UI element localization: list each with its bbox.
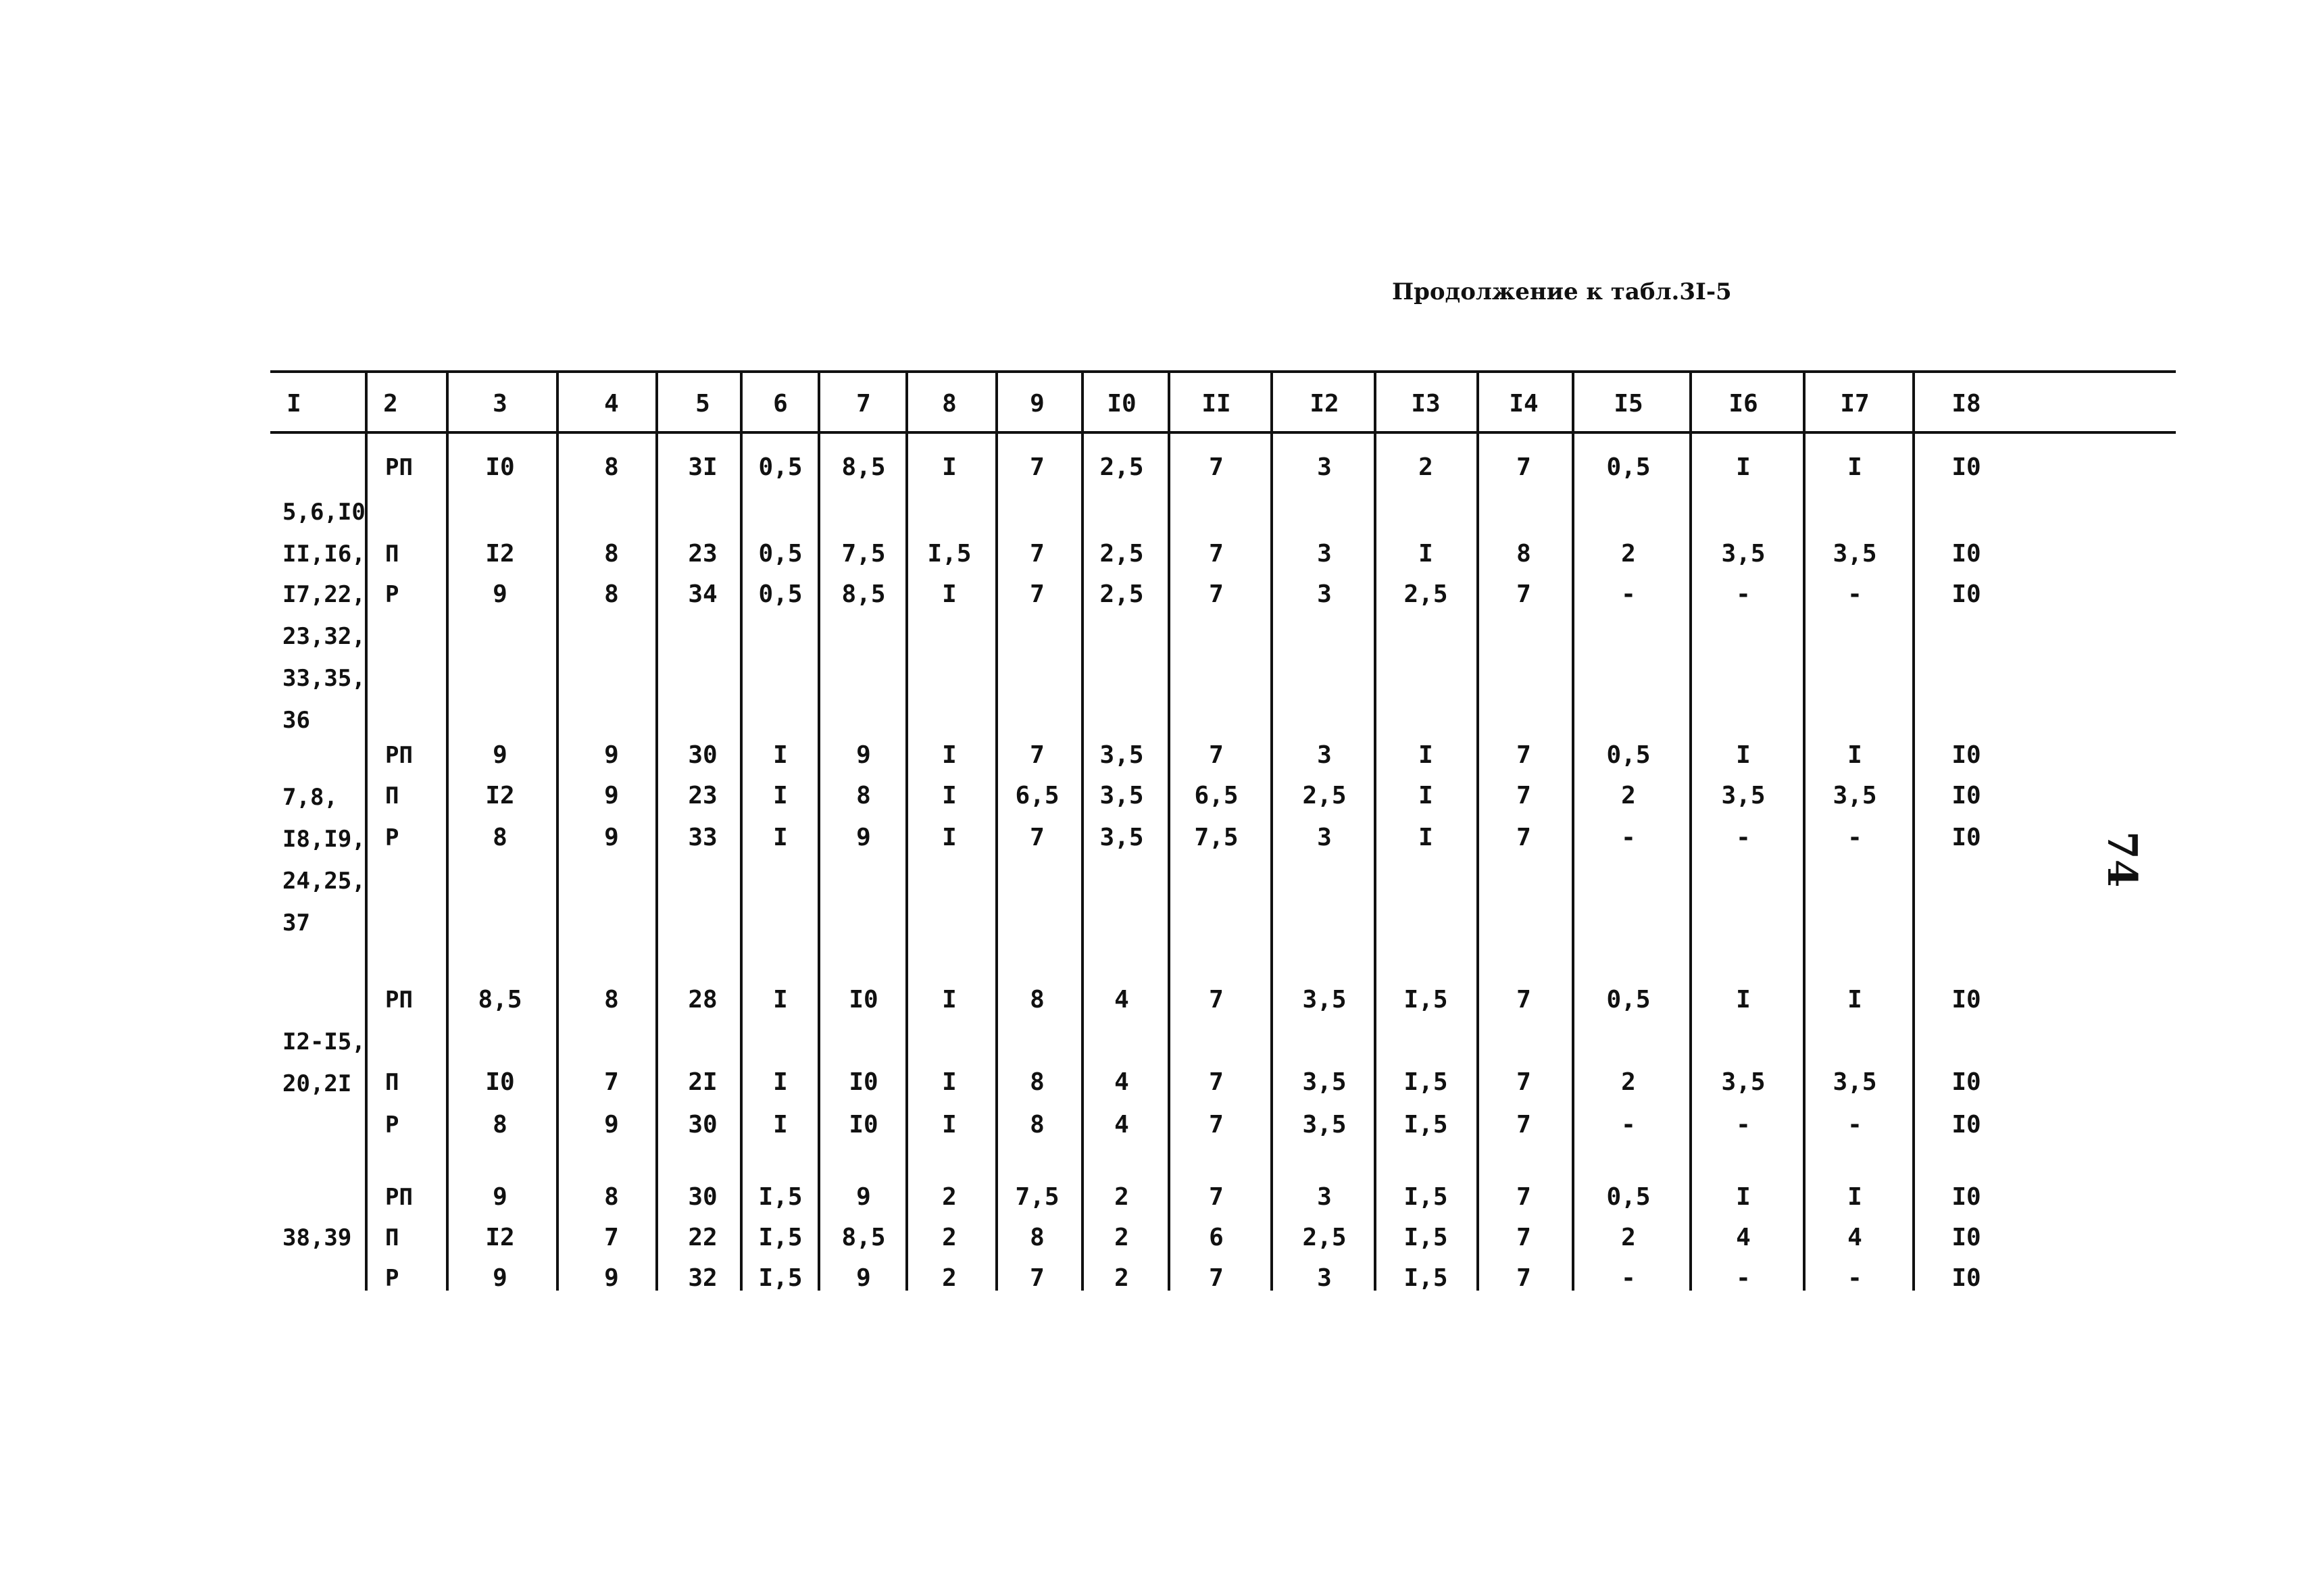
table-cell: 7 [1516, 1183, 1531, 1211]
table-cell: 8 [493, 1111, 507, 1139]
table-cell: 9 [604, 1264, 619, 1292]
table-cell: 30 [688, 741, 718, 769]
table-cell: 2,5 [1403, 580, 1448, 608]
table-cell: 3,5 [1302, 986, 1347, 1014]
table-cell: - [1621, 824, 1636, 851]
table-cell: 7 [1516, 986, 1531, 1014]
table-cell: 3,5 [1302, 1111, 1347, 1139]
table-cell: 7 [1516, 580, 1531, 608]
table-cell: I [942, 824, 957, 851]
table-cell: 9 [604, 824, 619, 851]
group-label-line: 36 [282, 707, 310, 734]
table-cell: 9 [604, 1111, 619, 1139]
table-cell: 7 [1209, 1264, 1224, 1292]
table-cell: I2 [485, 540, 515, 568]
column-header: I6 [1728, 390, 1758, 418]
table-cell: 2 [1114, 1183, 1129, 1211]
table-cell: 2,5 [1099, 453, 1144, 481]
table-cell: 8 [604, 1183, 619, 1211]
table-caption: Продолжение к табл.3I-5 [1392, 278, 1732, 305]
table-cell: - [1621, 1111, 1636, 1139]
table-cell: I [1418, 540, 1433, 568]
column-header: I5 [1614, 390, 1643, 418]
table-cell: I,5 [1403, 1183, 1448, 1211]
table-cell: 7 [1516, 741, 1531, 769]
table-cell: I [1847, 453, 1862, 481]
table-cell: 0,5 [758, 580, 803, 608]
row-type: РП [385, 742, 413, 769]
table-cell: I,5 [1403, 1264, 1448, 1292]
column-header: 2 [383, 390, 398, 418]
table-cell: 8,5 [841, 453, 886, 481]
table-cell: I0 [1951, 1264, 1981, 1292]
group-label-line: 5,6,I0 [282, 499, 366, 526]
table-cell: I [1847, 741, 1862, 769]
table-cell: 8 [1030, 1111, 1045, 1139]
table-cell: 2,5 [1302, 782, 1347, 809]
column-divider [1081, 372, 1084, 1291]
table-cell: 8 [1030, 1068, 1045, 1096]
table-cell: 4 [1736, 1224, 1751, 1251]
table-cell: 7 [604, 1224, 619, 1251]
column-header: 8 [942, 390, 957, 418]
table-cell: - [1736, 1264, 1751, 1292]
table-cell: 2 [942, 1183, 957, 1211]
table-cell: 9 [856, 1183, 871, 1211]
table-cell: 2 [1621, 1224, 1636, 1251]
column-header: 5 [695, 390, 710, 418]
group-label-line: 20,2I [282, 1070, 352, 1097]
table-cell: I [1847, 986, 1862, 1014]
table-cell: I0 [1951, 782, 1981, 809]
table-cell: 2,5 [1099, 580, 1144, 608]
column-divider [1374, 372, 1376, 1291]
page-number: 74 [2098, 831, 2145, 888]
table-cell: I [942, 986, 957, 1014]
table-cell: 34 [688, 580, 718, 608]
table-cell: 7 [1030, 580, 1045, 608]
table-cell: 0,5 [758, 540, 803, 568]
table-cell: 3 [1317, 540, 1332, 568]
column-divider [556, 372, 559, 1291]
table-cell: 8 [604, 540, 619, 568]
table-cell: 9 [856, 824, 871, 851]
table-cell: 3 [1317, 741, 1332, 769]
table-cell: - [1621, 1264, 1636, 1292]
group-label-line: I8,I9, [282, 826, 366, 853]
table-cell: 3,5 [1721, 540, 1766, 568]
table-cell: 2 [1418, 453, 1433, 481]
table-cell: 7 [1209, 1111, 1224, 1139]
table-cell: 2 [1621, 1068, 1636, 1096]
table-cell: - [1847, 1264, 1862, 1292]
table-cell: I [773, 741, 788, 769]
table-cell: 7 [1209, 580, 1224, 608]
row-type: П [385, 782, 399, 809]
table-cell: I0 [1951, 1068, 1981, 1096]
table-cell: 9 [604, 782, 619, 809]
table-cell: 23 [688, 782, 718, 809]
row-type: П [385, 1069, 399, 1096]
column-divider [1270, 372, 1273, 1291]
table-cell: 8,5 [841, 1224, 886, 1251]
column-header: 7 [856, 390, 871, 418]
row-type: РП [385, 1184, 413, 1211]
table-cell: 3 [1317, 1264, 1332, 1292]
column-header: 4 [604, 390, 619, 418]
column-header: 9 [1030, 390, 1045, 418]
table-cell: 9 [604, 741, 619, 769]
group-label-line: I7,22, [282, 581, 366, 608]
table-cell: 30 [688, 1183, 718, 1211]
table-cell: 9 [856, 741, 871, 769]
table-cell: 4 [1114, 1111, 1129, 1139]
column-header: II [1201, 390, 1231, 418]
table-cell: I [942, 1111, 957, 1139]
column-header: 6 [773, 390, 788, 418]
table-cell: - [1621, 580, 1636, 608]
table-cell: 9 [493, 580, 507, 608]
table-cell: 0,5 [758, 453, 803, 481]
table-cell: 3I [688, 453, 718, 481]
table-cell: 3,5 [1833, 782, 1877, 809]
table-cell: 7 [1516, 1111, 1531, 1139]
table-cell: - [1736, 824, 1751, 851]
group-label-line: II,I6, [282, 541, 366, 568]
table-cell: - [1847, 1111, 1862, 1139]
column-divider [740, 372, 743, 1291]
table-cell: 28 [688, 986, 718, 1014]
table-cell: 9 [493, 1183, 507, 1211]
table-cell: I0 [849, 986, 878, 1014]
table-cell: 7,5 [841, 540, 886, 568]
table-cell: 2,5 [1099, 540, 1144, 568]
table-cell: I [942, 782, 957, 809]
table-cell: I,5 [758, 1264, 803, 1292]
table-cell: 23 [688, 540, 718, 568]
group-label-line: 38,39 [282, 1224, 352, 1251]
table-cell: 7 [1516, 782, 1531, 809]
table-cell: 9 [856, 1264, 871, 1292]
table-cell: I,5 [1403, 1111, 1448, 1139]
table-cell: I0 [849, 1111, 878, 1139]
table-cell: I [1736, 986, 1751, 1014]
column-divider [1912, 372, 1915, 1291]
table-cell: 3,5 [1099, 782, 1144, 809]
table-cell: 7 [1516, 1264, 1531, 1292]
table-cell: I,5 [1403, 1224, 1448, 1251]
column-header: I7 [1840, 390, 1870, 418]
table-cell: 7 [1030, 453, 1045, 481]
table-cell: I0 [485, 1068, 515, 1096]
table-cell: I0 [1951, 540, 1981, 568]
table-cell: 0,5 [1606, 453, 1651, 481]
table-cell: I0 [1951, 1183, 1981, 1211]
table-cell: 30 [688, 1111, 718, 1139]
table-cell: 6,5 [1194, 782, 1239, 809]
table-cell: 3,5 [1833, 1068, 1877, 1096]
table-cell: 32 [688, 1264, 718, 1292]
group-label-line: 7,8, [282, 784, 338, 811]
column-divider [1689, 372, 1692, 1291]
row-type: П [385, 1224, 399, 1251]
table-cell: I0 [1951, 741, 1981, 769]
table-cell: 0,5 [1606, 1183, 1651, 1211]
column-header: I4 [1509, 390, 1539, 418]
table-cell: 7 [1516, 1224, 1531, 1251]
table-cell: I,5 [1403, 1068, 1448, 1096]
row-type: Р [385, 824, 399, 851]
row-type: РП [385, 454, 413, 481]
column-header: I2 [1310, 390, 1339, 418]
table-cell: 7 [1030, 1264, 1045, 1292]
table-cell: I [1418, 824, 1433, 851]
group-label-line: 23,32, [282, 623, 366, 650]
table-cell: 7 [1209, 1183, 1224, 1211]
group-label-line: I2-I5, [282, 1028, 366, 1055]
table-cell: I [1418, 741, 1433, 769]
table-cell: 4 [1114, 1068, 1129, 1096]
table-cell: I [1736, 741, 1751, 769]
table-cell: 6,5 [1015, 782, 1060, 809]
table-cell: 7,5 [1015, 1183, 1060, 1211]
table-cell: I0 [1951, 1224, 1981, 1251]
table-cell: I0 [849, 1068, 878, 1096]
table-cell: 3,5 [1721, 1068, 1766, 1096]
table-cell: 8 [493, 824, 507, 851]
column-divider [1168, 372, 1170, 1291]
table-cell: 7 [1209, 986, 1224, 1014]
table-cell: 9 [493, 1264, 507, 1292]
table-cell: 2I [688, 1068, 718, 1096]
table-cell: I [773, 782, 788, 809]
table-cell: I,5 [758, 1183, 803, 1211]
table-cell: 7 [1516, 453, 1531, 481]
table-cell: 8 [1030, 986, 1045, 1014]
column-header: 3 [493, 390, 507, 418]
table-cell: 7 [1516, 1068, 1531, 1096]
table-cell: I0 [1951, 580, 1981, 608]
table-cell: 0,5 [1606, 986, 1651, 1014]
table-cell: I2 [485, 1224, 515, 1251]
row-type: РП [385, 987, 413, 1014]
table-cell: 8,5 [841, 580, 886, 608]
column-divider [905, 372, 908, 1291]
column-divider [995, 372, 998, 1291]
column-header: I8 [1951, 390, 1981, 418]
table-cell: I,5 [927, 540, 972, 568]
table-cell: 7 [1209, 453, 1224, 481]
table-cell: - [1847, 580, 1862, 608]
column-header: I [287, 390, 301, 418]
table-cell: 7 [1209, 540, 1224, 568]
table-cell: I [773, 1111, 788, 1139]
table-cell: 7 [1030, 824, 1045, 851]
table-cell: 0,5 [1606, 741, 1651, 769]
table-cell: 3,5 [1302, 1068, 1347, 1096]
table-cell: 2 [1114, 1224, 1129, 1251]
table-cell: 8 [1030, 1224, 1045, 1251]
table-cell: 3 [1317, 453, 1332, 481]
table-cell: I,5 [1403, 986, 1448, 1014]
table-cell: - [1736, 580, 1751, 608]
table-cell: 3,5 [1833, 540, 1877, 568]
group-label-line: 33,35, [282, 665, 366, 692]
table-cell: 8 [604, 580, 619, 608]
table-cell: I [773, 986, 788, 1014]
table-cell: 2 [1621, 782, 1636, 809]
column-header: I3 [1411, 390, 1441, 418]
column-divider [818, 372, 820, 1291]
table-cell: 8 [604, 453, 619, 481]
table-cell: I,5 [758, 1224, 803, 1251]
table-cell: 2,5 [1302, 1224, 1347, 1251]
table-cell: I2 [485, 782, 515, 809]
table-cell: 3,5 [1099, 824, 1144, 851]
table-cell: I [773, 1068, 788, 1096]
table-cell: 7 [1030, 540, 1045, 568]
group-label-line: 24,25, [282, 868, 366, 895]
group-label-line: 37 [282, 909, 310, 937]
table-cell: 7 [1516, 824, 1531, 851]
table-cell: 6 [1209, 1224, 1224, 1251]
table-cell: I0 [1951, 1111, 1981, 1139]
table-cell: - [1847, 824, 1862, 851]
table-cell: 9 [493, 741, 507, 769]
table-cell: 7 [604, 1068, 619, 1096]
row-type: Р [385, 581, 399, 608]
column-divider [1572, 372, 1574, 1291]
table-cell: 2 [942, 1224, 957, 1251]
table-cell: 8,5 [478, 986, 522, 1014]
column-divider [1476, 372, 1479, 1291]
table-cell: 3 [1317, 824, 1332, 851]
table-cell: I [773, 824, 788, 851]
column-divider [655, 372, 658, 1291]
table-cell: 22 [688, 1224, 718, 1251]
table-cell: I0 [1951, 986, 1981, 1014]
row-type: Р [385, 1112, 399, 1139]
table-cell: 3 [1317, 580, 1332, 608]
table-cell: I0 [1951, 453, 1981, 481]
table-cell: 7 [1030, 741, 1045, 769]
table-cell: I [942, 453, 957, 481]
table-cell: 3 [1317, 1183, 1332, 1211]
table-cell: 3,5 [1721, 782, 1766, 809]
table-cell: I [942, 741, 957, 769]
column-header: I0 [1107, 390, 1137, 418]
table-cell: 2 [1114, 1264, 1129, 1292]
row-type: П [385, 541, 399, 568]
table-cell: 8 [604, 986, 619, 1014]
table-cell: I0 [1951, 824, 1981, 851]
table-cell: 2 [942, 1264, 957, 1292]
table-cell: 8 [856, 782, 871, 809]
table-cell: I [1847, 1183, 1862, 1211]
table-cell: I [942, 580, 957, 608]
table-cell: 33 [688, 824, 718, 851]
table-cell: I [1736, 453, 1751, 481]
table-cell: 7,5 [1194, 824, 1239, 851]
table-cell: I [1418, 782, 1433, 809]
column-divider [446, 372, 449, 1291]
table-cell: - [1736, 1111, 1751, 1139]
column-divider [1803, 372, 1806, 1291]
table-cell: 2 [1621, 540, 1636, 568]
table-cell: 4 [1847, 1224, 1862, 1251]
table-cell: I [942, 1068, 957, 1096]
table-cell: I0 [485, 453, 515, 481]
table-cell: 8 [1516, 540, 1531, 568]
table-cell: 7 [1209, 1068, 1224, 1096]
table-cell: 3,5 [1099, 741, 1144, 769]
table-cell: I [1736, 1183, 1751, 1211]
row-type: Р [385, 1265, 399, 1292]
table-cell: 4 [1114, 986, 1129, 1014]
table-cell: 7 [1209, 741, 1224, 769]
